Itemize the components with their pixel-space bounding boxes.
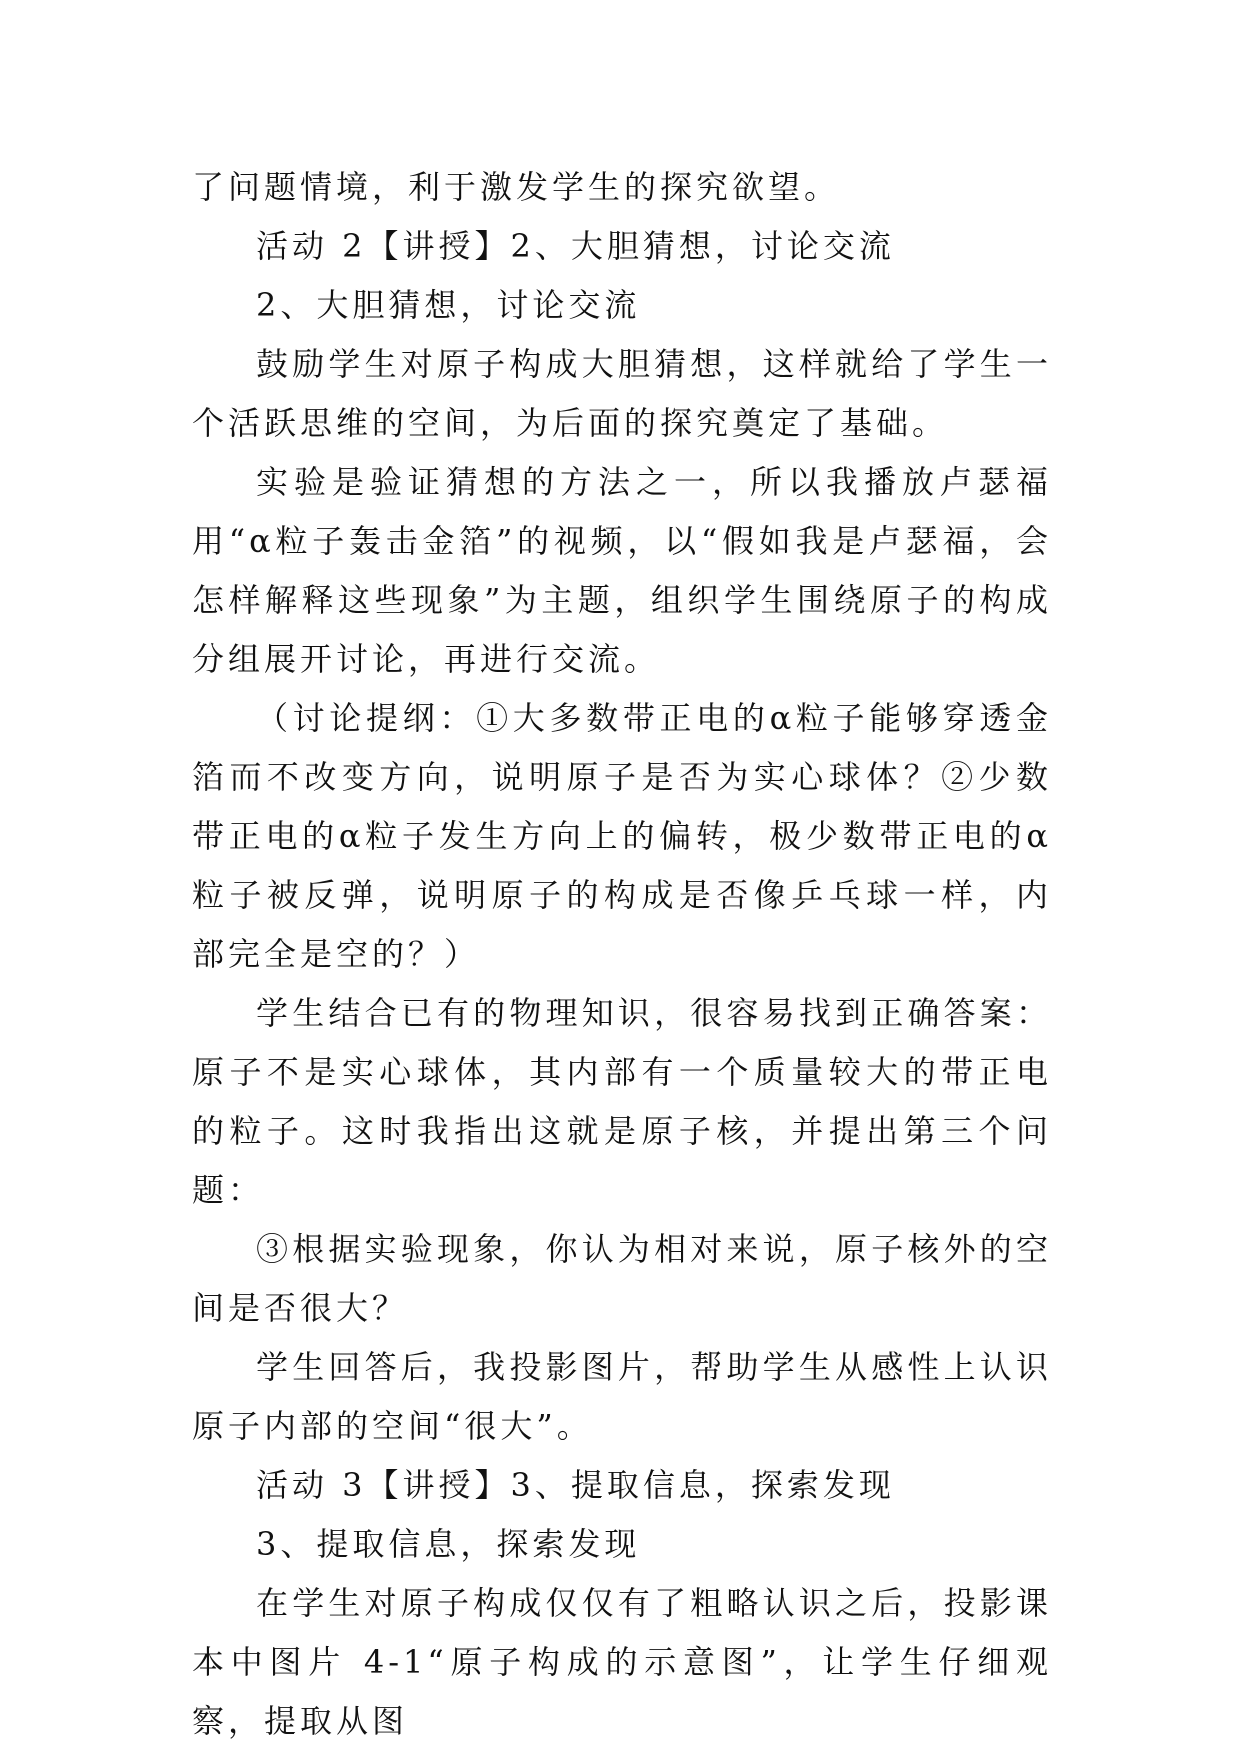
- paragraph-figure-observation: 在学生对原子构成仅仅有了粗略认识之后，投影课本中图片 4-1“原子构成的示意图”，让学生仔细观察，提取从图: [192, 1584, 1052, 1740]
- paragraph-continuation: 了问题情境，利于激发学生的探究欲望。: [192, 168, 841, 206]
- activity-3-heading: 活动 3【讲授】3、提取信息，探索发现: [256, 1466, 895, 1504]
- activity-2-heading: 活动 2【讲授】2、大胆猜想，讨论交流: [256, 227, 895, 265]
- paragraph-experiment-video: 实验是验证猜想的方法之一，所以我播放卢瑟福用“α粒子轰击金箔”的视频，以“假如我是卢瑟福，会怎样解释这些现象”为主题，组织学生围绕原子的构成分组展开讨论，再进行交流。: [192, 463, 1052, 678]
- section-3-heading: 3、提取信息，探索发现: [256, 1525, 641, 1563]
- paragraph-encourage-guess: 鼓励学生对原子构成大胆猜想，这样就给了学生一个活跃思维的空间，为后面的探究奠定了基础。: [192, 345, 1052, 442]
- paragraph-question-3: ③根据实验现象，你认为相对来说，原子核外的空间是否很大？: [192, 1230, 1052, 1327]
- document-body: [192, 158, 1052, 1751]
- paragraph-projection: 学生回答后，我投影图片，帮助学生从感性上认识原子内部的空间“很大”。: [192, 1348, 1052, 1445]
- paragraph-student-answer: 学生结合已有的物理知识，很容易找到正确答案：原子不是实心球体，其内部有一个质量较大的带正电的粒子。这时我指出这就是原子核，并提出第三个问题：: [192, 994, 1052, 1209]
- paragraph-discussion-outline: （讨论提纲：①大多数带正电的α粒子能够穿透金箔而不改变方向，说明原子是否为实心球体？②少数带正电的α粒子发生方向上的偏转，极少数带正电的α粒子被反弹，说明原子的构成是否像乒乓球一样，内部完全是空的？）: [192, 699, 1052, 973]
- section-2-heading: 2、大胆猜想，讨论交流: [256, 286, 641, 324]
